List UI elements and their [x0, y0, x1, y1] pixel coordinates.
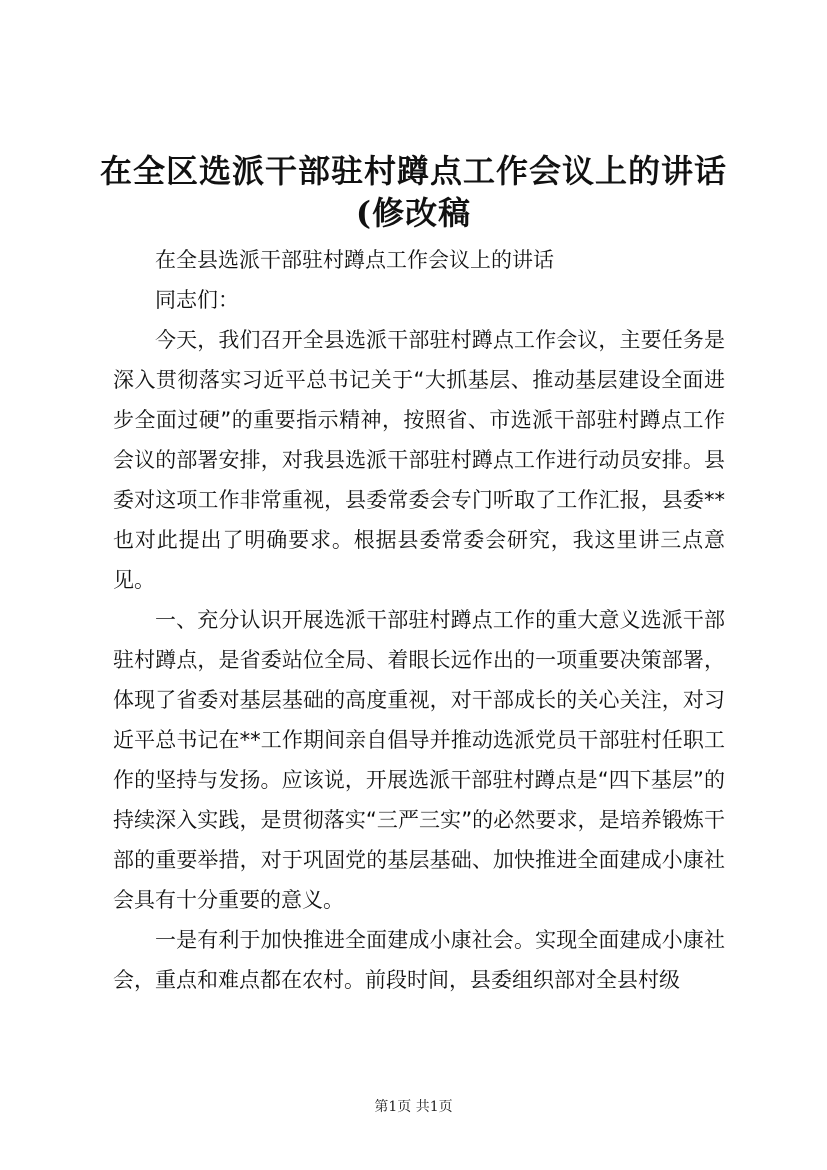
body-paragraph: 一、充分认识开展选派干部驻村蹲点工作的重大意义选派干部驻村蹲点，是省委站位全局、着眼长远作出的一项重要决策部署，体现了省委对基层基础的高度重视，对干部成长的关心关注，对习近平总书记在**工作期间亲自倡导并推动选派党员干部驻村任职工作的坚持与发扬。应该说，开展选派干部驻村蹲点是“四下基层”的持续深入实践，是贯彻落实“三严三实”的必然要求，是培养锻炼干部的重要举措，对于巩固党的基层基础、加快推进全面建成小康社会具有十分重要的意义。	[113, 608, 725, 912]
page-number-footer: 第1页 共1页	[374, 1099, 453, 1115]
document-title	[60, 150, 767, 234]
document-title-line-2: (修改稿	[355, 194, 472, 232]
body-paragraph: 今天，我们召开全县选派干部驻村蹲点工作会议，主要任务是深入贯彻落实习近平总书记关于“大抓基层、推动基层建设全面进步全面过硬”的重要指示精神，按照省、市选派干部驻村蹲点工作会议的部署安排，对我县选派干部驻村蹲点工作进行动员安排。县委对这项工作非常重视，县委常委会专门听取了工作汇报，县委**也对此提出了明确要求。根据县委常委会研究，我这里讲三点意见。	[113, 328, 725, 592]
body-paragraph: 一是有利于加快推进全面建成小康社会。实现全面建成小康社会，重点和难点都在农村。前段时间，县委组织部对全县村级	[113, 928, 725, 992]
subtitle-paragraph: 在全县选派干部驻村蹲点工作会议上的讲话	[155, 248, 554, 272]
document-title-line-1: 在全区选派干部驻村蹲点工作会议上的讲话	[99, 152, 727, 190]
document-body	[113, 240, 725, 1000]
salutation-paragraph: 同志们：	[155, 288, 239, 312]
